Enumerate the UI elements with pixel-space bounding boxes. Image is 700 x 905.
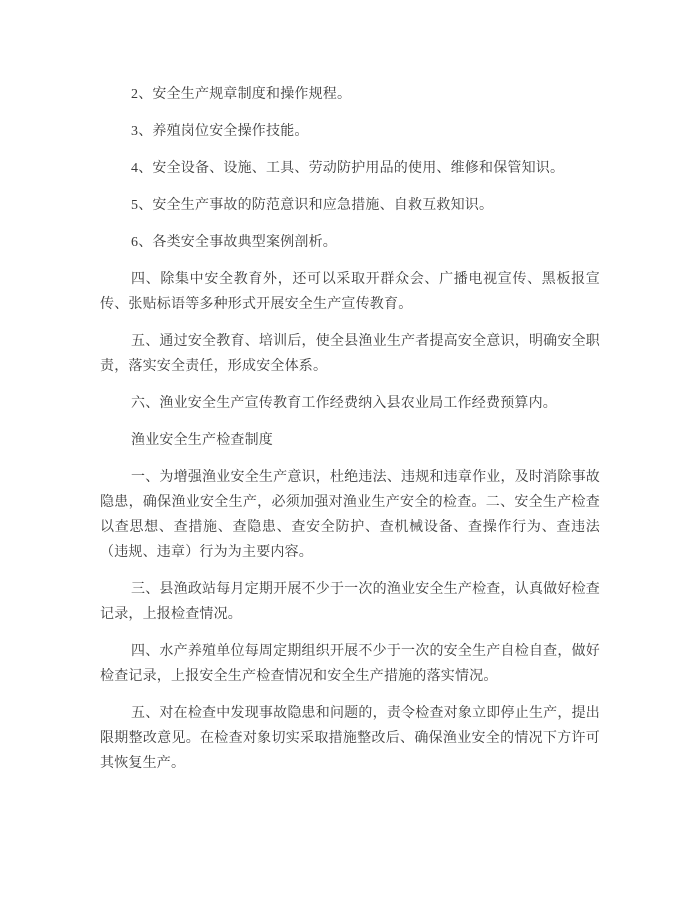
paragraph-inspection-content: 一、为增强渔业安全生产意识，杜绝违法、违规和违章作业，及时消除事故隐患，确保渔业安全生产，必须加强对渔业生产安全的检查。二、安全生产检查以查思想、查措施、查隐患、查安全防护、查机械设备、查操作行为、查违法（违规、违章）行为为主要内容。 [100, 470, 600, 560]
section-heading-inspection-system: 渔业安全生产检查制度 [131, 433, 273, 448]
paragraph-monthly-inspection: 三、县渔政站每月定期开展不少于一次的渔业安全生产检查，认真做好检查记录，上报检查情况。 [100, 582, 600, 622]
list-item-3: 3、养殖岗位安全操作技能。 [131, 124, 309, 139]
list-item-2: 2、安全生产规章制度和操作规程。 [131, 87, 352, 102]
list-item-6: 6、各类安全事故典型案例剖析。 [131, 235, 337, 250]
paragraph-publicity-forms: 四、除集中安全教育外，还可以采取开群众会、广播电视宣传、黑板报宣传、张贴标语等多种形式开展安全生产宣传教育。 [100, 272, 600, 312]
paragraph-rectification: 五、对在检查中发现事故隐患和问题的，责令检查对象立即停止生产，提出限期整改意见。在检查对象切实采取措施整改后、确保渔业安全的情况下方许可其恢复生产。 [100, 706, 600, 771]
paragraph-education-training: 五、通过安全教育、培训后，使全县渔业生产者提高安全意识，明确安全职责，落实安全责任，形成安全体系。 [100, 334, 600, 374]
list-item-5: 5、安全生产事故的防范意识和应急措施、自救互救知识。 [131, 198, 494, 213]
paragraph-budget: 六、渔业安全生产宣传教育工作经费纳入县农业局工作经费预算内。 [131, 396, 557, 411]
paragraph-weekly-self-check: 四、水产养殖单位每周定期组织开展不少于一次的安全生产自检自查，做好检查记录，上报安全生产检查情况和安全生产措施的落实情况。 [100, 644, 600, 684]
list-item-4: 4、安全设备、设施、工具、劳动防护用品的使用、维修和保管知识。 [131, 161, 565, 176]
